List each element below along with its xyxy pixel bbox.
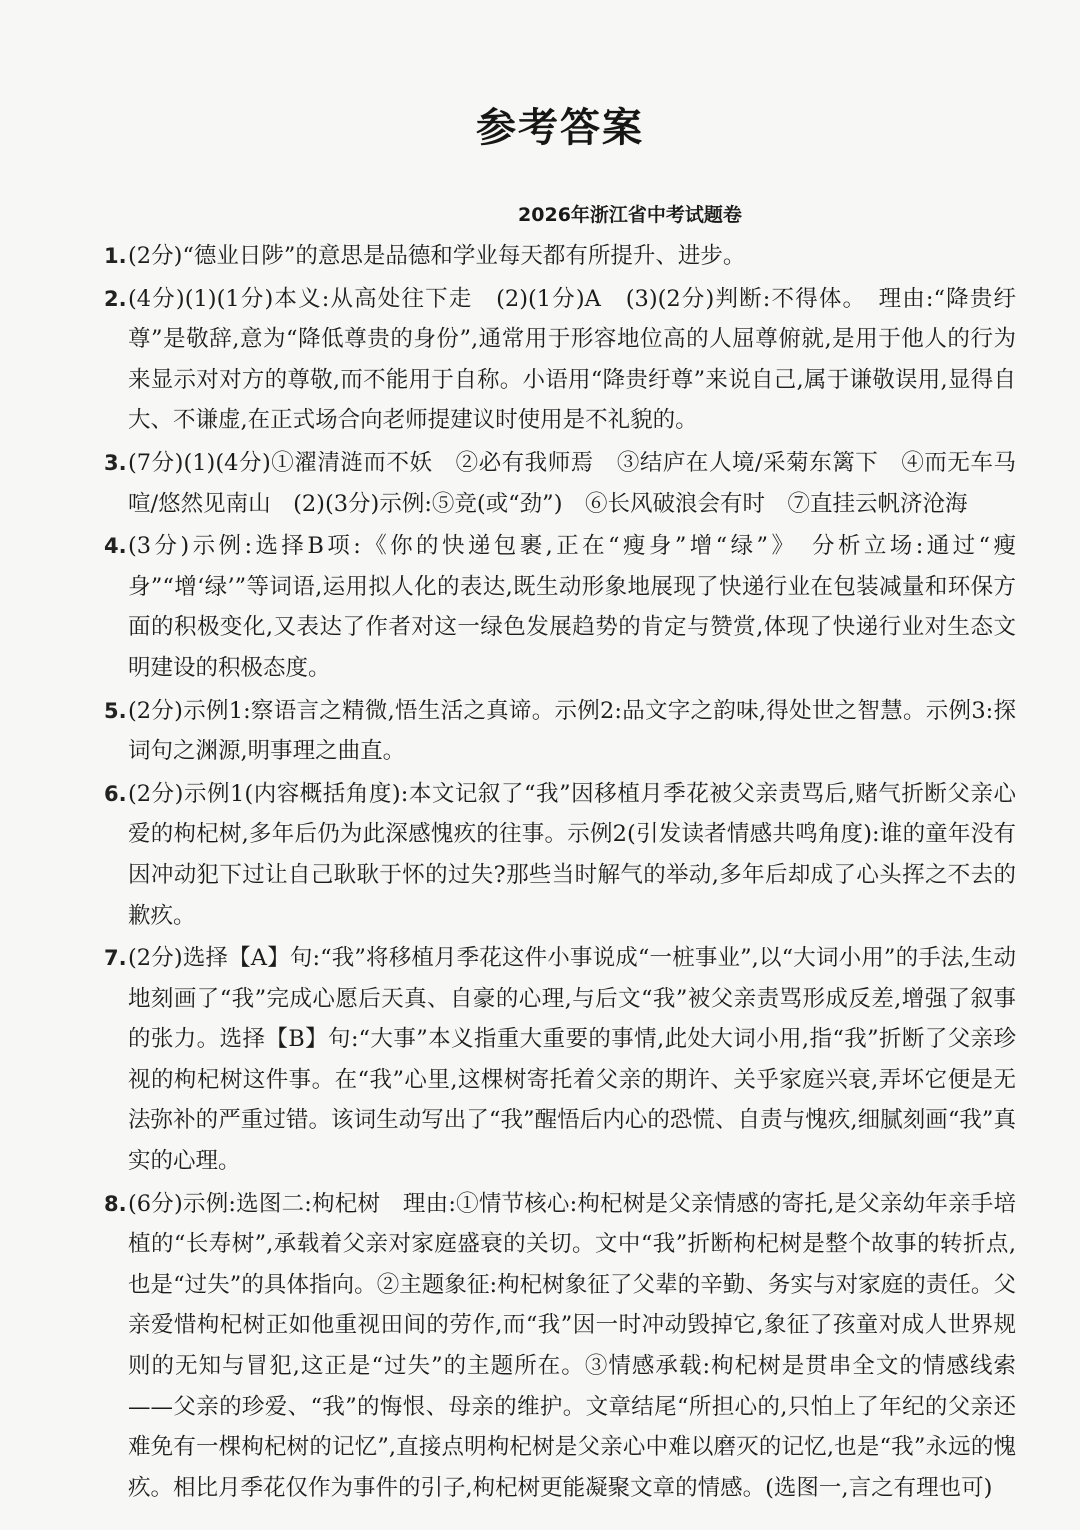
- answer-number: 3.: [104, 450, 127, 475]
- page-title: 参考答案: [476, 105, 644, 151]
- answer-list: [104, 236, 1016, 1508]
- answer-text: (2分)示例1:察语言之精微,悟生活之真谛。示例2:品文字之韵味,得处世之智慧。示例3:探词句之渊源,明事理之曲直。: [128, 697, 1016, 765]
- answer-item-2: [104, 279, 1016, 441]
- answer-text: (7分)(1)(4分)①濯清涟而不妖 ②必有我师焉 ③结庐在人境/采菊东篱下 ④而无车马喧/悠然见南山 (2)(3分)示例:⑤竞(或“劲”) ⑥长风破浪会有时 ⑦直挂云帆济沧海: [128, 449, 1016, 517]
- answer-text: (6分)示例:选图二:枸杞树 理由:①情节核心:枸杞树是父亲情感的寄托,是父亲幼年亲手培植的“长寿树”,承载着父亲对家庭盛衰的关切。文中“我”折断枸杞树是整个故事的转折点,也是“过失”的具体指向。②主题象征:枸杞树象征了父辈的辛勤、务实与对家庭的责任。父亲爱惜枸杞树正如他重视田间的劳作,而“我”因一时冲动毁掉它,象征了孩童对成人世界规则的无知与冒犯,这正是“过失”的主题所在。③情感承载:枸杞树是贯串全文的情感线索——父亲的珍爱、“我”的悔恨、母亲的维护。文章结尾“所担心的,只怕上了年纪的父亲还难免有一棵枸杞树的记忆”,直接点明枸杞树是父亲心中难以磨灭的记忆,也是“我”永远的愧疚。相比月季花仅作为事件的引子,枸杞树更能凝聚文章的情感。(选图一,言之有理也可): [128, 1190, 1016, 1501]
- exam-subtitle: 2026年浙江省中考试题卷: [518, 204, 742, 226]
- answer-number: 5.: [104, 698, 127, 723]
- answer-item-6: [104, 774, 1016, 936]
- answer-text: (2分)示例1(内容概括角度):本文记叙了“我”因移植月季花被父亲责骂后,赌气折断父亲心爱的枸杞树,多年后仍为此深感愧疚的往事。示例2(引发读者情感共鸣角度):谁的童年没有因冲动犯下过让自己耿耿于怀的过失?那些当时解气的举动,多年后却成了心头挥之不去的歉疚。: [128, 780, 1016, 929]
- answer-item-4: [104, 526, 1016, 688]
- answer-item-8: [104, 1184, 1016, 1509]
- answer-text: (2分)选择【A】句:“我”将移植月季花这件小事说成“一桩事业”,以“大词小用”的手法,生动地刻画了“我”完成心愿后天真、自豪的心理,与后文“我”被父亲责骂形成反差,增强了叙事的张力。选择【B】句:“大事”本义指重大重要的事情,此处大词小用,指“我”折断了父亲珍视的枸杞树这件事。在“我”心里,这棵树寄托着父亲的期许、关乎家庭兴衰,弄坏它便是无法弥补的严重过错。该词生动写出了“我”醒悟后内心的恐慌、自责与愧疚,细腻刻画“我”真实的心理。: [128, 945, 1016, 1175]
- answer-item-3: [104, 443, 1016, 524]
- answer-text: (3分)示例:选择B项:《你的快递包裹,正在“瘦身”增“绿”》 分析立场:通过“瘦身”“增‘绿’”等词语,运用拟人化的表达,既生动形象地展现了快递行业在包装减量和环保方面的积极变化,又表达了作者对这一绿色发展趋势的肯定与赞赏,体现了快递行业对生态文明建设的积极态度。: [128, 533, 1016, 681]
- answer-item-1: [104, 236, 1016, 277]
- answer-number: 2.: [104, 286, 127, 311]
- answer-number: 8.: [104, 1191, 127, 1216]
- answer-number: 4.: [104, 534, 127, 559]
- answer-number: 6.: [104, 781, 127, 806]
- answer-text: (4分)(1)(1分)本义:从高处往下走 (2)(1分)A (3)(2分)判断:不得体。 理由:“降贵纡尊”是敬辞,意为“降低尊贵的身份”,通常用于形容地位高的人屈尊俯就,是用于他人的行为来显示对对方的尊敬,而不能用于自称。小语用“降贵纡尊”来说自己,属于谦敬误用,显得自大、不谦虚,在正式场合向老师提建议时使用是不礼貌的。: [128, 285, 1016, 434]
- answer-item-5: [104, 691, 1016, 772]
- answer-text: (2分)“德业日陟”的意思是品德和学业每天都有所提升、进步。: [128, 243, 746, 269]
- answer-item-7: [104, 938, 1016, 1182]
- answer-number: 1.: [104, 244, 127, 268]
- answer-number: 7.: [104, 946, 127, 971]
